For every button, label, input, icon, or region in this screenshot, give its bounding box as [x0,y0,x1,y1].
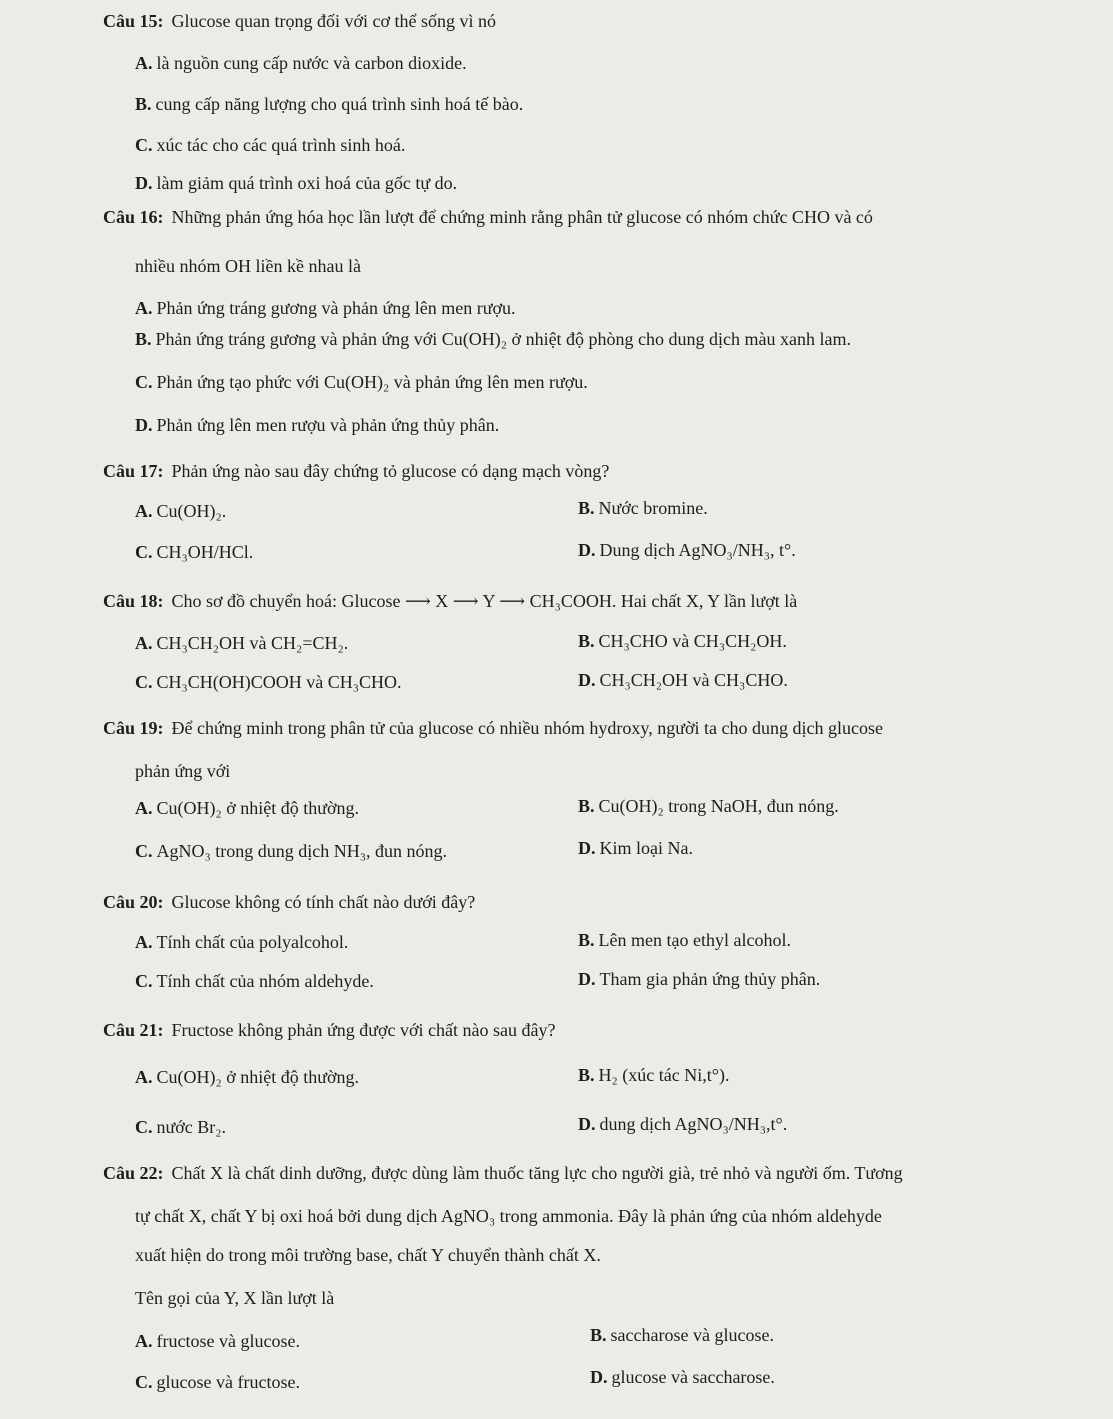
question-text: phản ứng với [135,761,231,781]
question-22-stem-line-2 [135,1205,882,1227]
question-number: Câu 18: [103,591,164,611]
option-letter: A. [135,298,153,318]
option-letter: C. [135,135,153,155]
option-text: Phản ứng tráng gương và phản ứng với Cu(OH)₂ ở nhiệt độ phòng cho dung dịch màu xanh lam. [155,329,852,349]
option-text: saccharose và glucose. [610,1325,774,1345]
option-letter: B. [578,1065,595,1085]
option-letter: A. [135,1331,153,1351]
option-text: H₂ (xúc tác Ni,t°). [598,1065,730,1085]
question-text: Tên gọi của Y, X lần lượt là [135,1288,335,1308]
option-text: AgNO₃ trong dung dịch NH₃, đun nóng. [156,841,448,861]
option-text: Phản ứng tráng gương và phản ứng lên men rượu. [156,298,516,318]
option-text: Tính chất của polyalcohol. [156,932,349,952]
option-letter: B. [590,1325,607,1345]
question-20-option-b [578,929,791,951]
question-22-stem-line-4 [135,1287,334,1309]
question-19-stem [103,717,883,739]
question-16-option-a [135,297,516,319]
question-17-option-c [135,541,253,563]
question-text: Glucose quan trọng đối với cơ thể sống vì nó [171,11,497,31]
option-text: CH₃CH₂OH và CH₂=CH₂. [156,633,349,653]
option-letter: D. [578,670,596,690]
question-number: Câu 19: [103,718,164,738]
question-text: xuất hiện do trong môi trường base, chất Y chuyển thành chất X. [135,1245,601,1265]
question-21-option-b [578,1064,729,1086]
question-number: Câu 20: [103,892,164,912]
question-17-option-a [135,500,226,522]
question-15-stem [103,10,496,32]
option-letter: D. [135,415,153,435]
question-17-option-d [578,539,796,561]
option-letter: D. [578,1114,596,1134]
option-letter: B. [578,796,595,816]
question-19-option-b [578,795,839,817]
question-19-option-d [578,837,693,859]
option-letter: C. [135,372,153,392]
question-22-option-a [135,1330,300,1352]
option-letter: C. [135,672,153,692]
option-text: Kim loại Na. [599,838,693,858]
option-text: CH₃OH/HCl. [156,542,254,562]
question-20-option-c [135,970,374,992]
option-letter: D. [578,838,596,858]
option-letter: C. [135,971,153,991]
question-20-stem [103,891,475,913]
question-number: Câu 21: [103,1020,164,1040]
question-number: Câu 15: [103,11,164,31]
question-18-stem [103,590,797,612]
option-letter: B. [578,498,595,518]
option-text: Lên men tạo ethyl alcohol. [598,930,791,950]
option-text: xúc tác cho các quá trình sinh hoá. [156,135,406,155]
question-number: Câu 17: [103,461,164,481]
option-text: CH₃CHO và CH₃CH₂OH. [598,631,787,651]
question-19-stem-line-2 [135,760,230,782]
question-16-option-c [135,371,588,393]
option-letter: C. [135,1117,153,1137]
question-number: Câu 22: [103,1163,164,1183]
question-18-option-b [578,630,787,652]
option-text: cung cấp năng lượng cho quá trình sinh hoá tế bào. [155,94,524,114]
question-21-stem [103,1019,555,1041]
option-text: Phản ứng lên men rượu và phản ứng thủy phân. [156,415,500,435]
question-15-option-a [135,52,467,74]
question-20-option-d [578,968,820,990]
question-21-option-c [135,1116,226,1138]
question-18-option-a [135,632,348,654]
question-18-option-d [578,669,788,691]
option-letter: A. [135,932,153,952]
option-text: glucose và fructose. [156,1372,300,1392]
option-text: nước Br₂. [156,1117,227,1137]
option-text: fructose và glucose. [156,1331,300,1351]
option-letter: A. [135,53,153,73]
option-text: Tham gia phản ứng thủy phân. [599,969,821,989]
option-text: Cu(OH)₂ ở nhiệt độ thường. [156,1067,360,1087]
option-letter: A. [135,798,153,818]
question-18-option-c [135,671,402,693]
option-letter: A. [135,633,153,653]
question-text: Chất X là chất dinh dưỡng, được dùng làm thuốc tăng lực cho người già, trẻ nhỏ và người ốm. Tương [171,1163,903,1183]
option-letter: D. [578,540,596,560]
option-letter: D. [578,969,596,989]
question-22-option-b [590,1324,774,1346]
question-text: nhiều nhóm OH liền kề nhau là [135,256,361,276]
option-text: CH₃CH₂OH và CH₃CHO. [599,670,788,690]
question-21-option-d [578,1113,787,1135]
question-22-stem-line-3 [135,1244,601,1266]
question-21-option-a [135,1066,359,1088]
question-text: Phản ứng nào sau đây chứng tỏ glucose có dạng mạch vòng? [171,461,610,481]
question-16-stem-line-2 [135,255,361,277]
option-text: dung dịch AgNO₃/NH₃,t°. [599,1114,788,1134]
question-text: Cho sơ đồ chuyển hoá: Glucose ⟶ X ⟶ Y ⟶ CH₃COOH. Hai chất X, Y lần lượt là [171,591,798,611]
option-letter: C. [135,1372,153,1392]
question-text: Những phản ứng hóa học lần lượt để chứng minh rằng phân tử glucose có nhóm chức CHO và có [171,207,873,227]
question-15-option-b [135,93,523,115]
question-19-option-a [135,797,359,819]
question-text: Để chứng minh trong phân tử của glucose có nhiều nhóm hydroxy, người ta cho dung dịch glucose [171,718,883,738]
option-letter: B. [578,930,595,950]
question-17-option-b [578,497,708,519]
option-text: làm giảm quá trình oxi hoá của gốc tự do. [156,173,458,193]
option-text: Cu(OH)₂. [156,501,227,521]
option-text: Cu(OH)₂ ở nhiệt độ thường. [156,798,360,818]
question-17-stem [103,460,609,482]
question-15-option-c [135,134,405,156]
option-letter: A. [135,1067,153,1087]
question-19-option-c [135,840,447,862]
question-22-stem [103,1162,903,1184]
option-letter: C. [135,841,153,861]
question-number: Câu 16: [103,207,164,227]
question-22-option-d [590,1366,775,1388]
option-text: Tính chất của nhóm aldehyde. [156,971,374,991]
option-letter: B. [135,94,152,114]
option-letter: C. [135,542,153,562]
option-letter: D. [135,173,153,193]
option-text: là nguồn cung cấp nước và carbon dioxide. [156,53,467,73]
question-20-option-a [135,931,348,953]
question-text: tự chất X, chất Y bị oxi hoá bởi dung dịch AgNO₃ trong ammonia. Đây là phản ứng của nhóm aldehyde [135,1206,882,1226]
option-text: Cu(OH)₂ trong NaOH, đun nóng. [598,796,839,816]
question-16-option-d [135,414,499,436]
option-text: Phản ứng tạo phức với Cu(OH)₂ và phản ứng lên men rượu. [156,372,588,392]
option-text: glucose và saccharose. [611,1367,775,1387]
question-text: Fructose không phản ứng được với chất nào sau đây? [171,1020,556,1040]
question-22-option-c [135,1371,300,1393]
option-letter: A. [135,501,153,521]
option-text: Dung dịch AgNO₃/NH₃, t°. [599,540,796,560]
option-text: Nước bromine. [598,498,708,518]
option-text: CH₃CH(OH)COOH và CH₃CHO. [156,672,402,692]
option-letter: B. [578,631,595,651]
option-letter: B. [135,329,152,349]
question-15-option-d [135,172,457,194]
question-16-stem [103,206,873,228]
option-letter: D. [590,1367,608,1387]
question-16-option-b [135,328,851,350]
question-text: Glucose không có tính chất nào dưới đây? [171,892,476,912]
